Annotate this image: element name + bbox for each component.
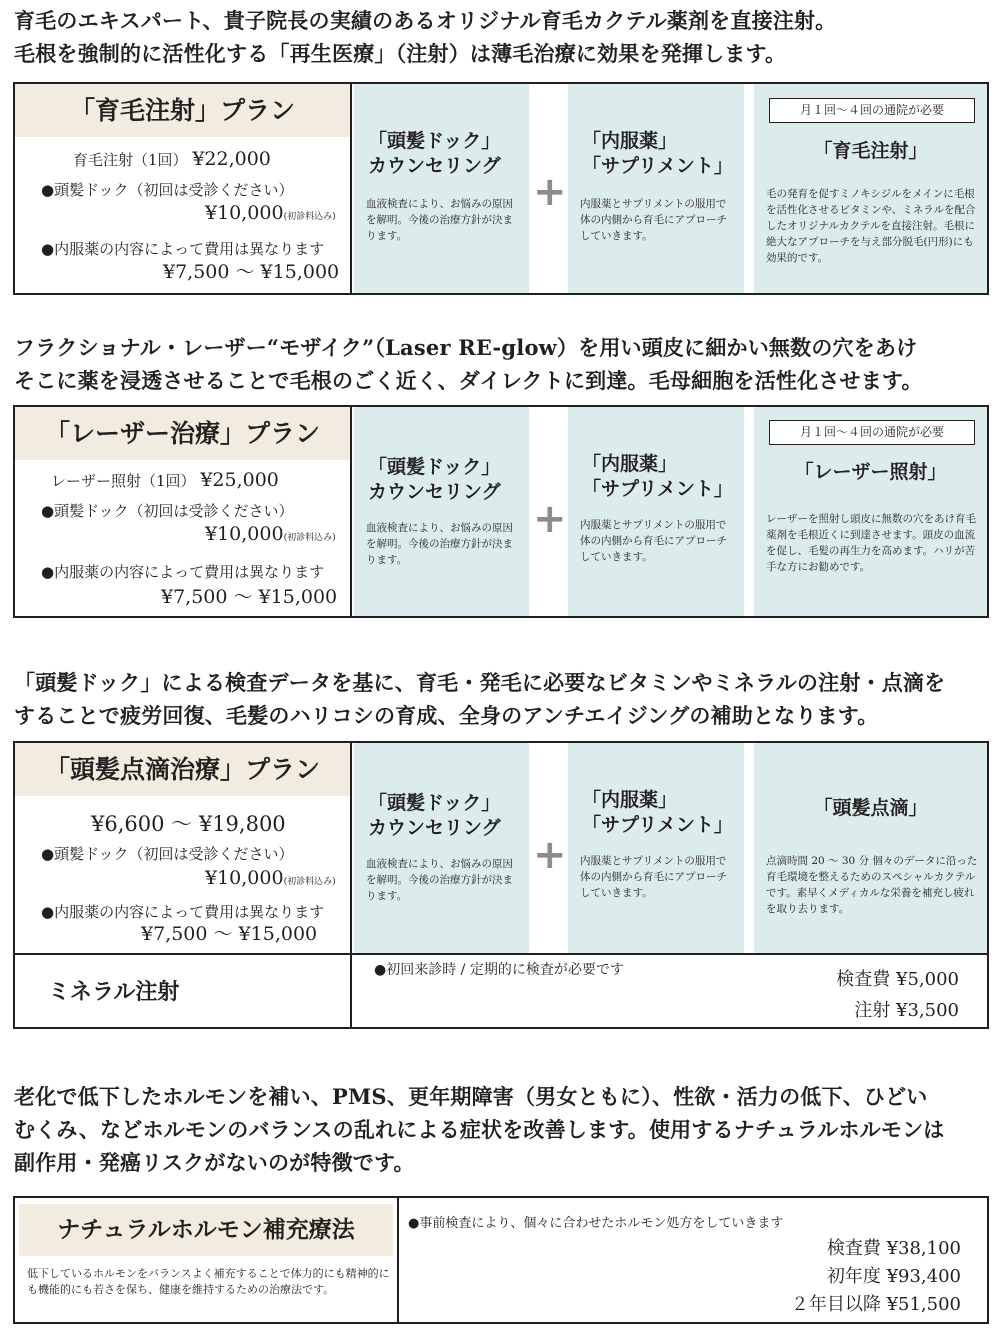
plan-hormone xyxy=(13,1196,989,1324)
panel-desc: 内服薬とサプリメントの服用で体の内側から育毛にアプローチしていきます。 xyxy=(580,198,727,242)
hormone-title-cell xyxy=(15,1198,399,1322)
main-price-value: ¥22,000 xyxy=(192,148,271,170)
plan-steps xyxy=(354,743,987,953)
panel-title: 「頭髪ドック」 xyxy=(368,456,501,478)
med-price-line xyxy=(161,587,337,608)
panel-title: カウンセリング xyxy=(368,481,501,503)
main-price-value: ¥6,600 〜 ¥19,800 xyxy=(91,812,286,836)
panel-desc: 内服薬とサプリメントの服用で体の内側から育毛にアプローチしていきます。 xyxy=(580,519,727,563)
panel-desc: 毛の発育を促すミノキシジルをメインに毛根を活性化させるビタミンや、ミネラルを配合したオリジナルカクテルを直接注射。毛根に絶大なアプローチを与え部分脱毛(円形)にも効果的です。 xyxy=(766,188,976,264)
dock-price-line xyxy=(205,868,336,892)
panel-treatment xyxy=(754,743,987,953)
plan-price-column xyxy=(15,743,352,953)
panel-dock-counseling xyxy=(354,743,529,953)
panel-treatment xyxy=(754,84,987,293)
intro-drip xyxy=(14,666,989,732)
intro-laser xyxy=(14,331,989,397)
main-price-line xyxy=(73,146,271,173)
dock-label: ●頭髪ドック（初回は受診ください） xyxy=(41,181,294,199)
intro-line: 老化で低下したホルモンを補い、PMS、更年期障害（男女ともに）、性欲・活力の低下、ひどい xyxy=(14,1084,928,1109)
med-price-line xyxy=(163,262,339,283)
dock-price: ¥10,000 xyxy=(205,523,284,545)
panel-title: カウンセリング xyxy=(368,817,501,839)
intro-line: そこに薬を浸透させることで毛根のごく近く、ダイレクトに到達。毛母細胞を活性化させます。 xyxy=(14,368,923,393)
med-price: ¥7,500 〜 ¥15,000 xyxy=(161,586,338,608)
panel-title: 「レーザー照射」 xyxy=(794,461,947,483)
intro-hair-injection xyxy=(14,4,989,70)
panel-title: 「サプリメント」 xyxy=(582,155,733,177)
hormone-later-year-fee: ２年目以降 ¥51,500 xyxy=(790,1294,961,1315)
med-price: ¥7,500 〜 ¥15,000 xyxy=(163,261,340,283)
med-label: ●内服薬の内容によって費用は異なります xyxy=(41,903,325,921)
med-label: ●内服薬の内容によって費用は異なります xyxy=(41,240,325,258)
plus-icon: + xyxy=(533,169,567,215)
panel-dock-counseling xyxy=(354,407,529,616)
intro-line: 毛根を強制的に活性化する「再生医療」（注射）は薄毛治療に効果を発揮します。 xyxy=(14,41,787,66)
plan-title: 「頭髪点滴治療」プラン xyxy=(15,743,350,796)
dock-label: ●頭髪ドック（初回は受診ください） xyxy=(41,502,294,520)
panel-title: カウンセリング xyxy=(368,155,501,177)
mineral-title: ミネラル注射 xyxy=(48,979,180,1005)
frequency-badge: 月１回〜４回の通院が必要 xyxy=(769,420,975,445)
plan-steps xyxy=(354,407,987,616)
panel-medication xyxy=(568,84,744,293)
dock-price-line xyxy=(205,524,336,548)
plus-icon: + xyxy=(533,832,567,878)
intro-line: 「頭髪ドック」による検査データを基に、育毛・発毛に必要なビタミンやミネラルの注射・点滴を xyxy=(14,670,946,695)
med-price: ¥7,500 〜 ¥15,000 xyxy=(141,923,318,945)
mineral-test-fee: 検査費 ¥5,000 xyxy=(836,969,959,990)
panel-title: 「頭髪点滴」 xyxy=(813,797,928,819)
med-price-line xyxy=(141,924,317,945)
dock-price-note: (初診料込み) xyxy=(283,533,336,543)
dock-price: ¥10,000 xyxy=(205,202,284,224)
plan-title: 「レーザー治療」プラン xyxy=(15,407,350,460)
panel-medication xyxy=(568,743,744,953)
panel-title: 「育毛注射」 xyxy=(813,140,928,162)
mineral-note: ●初回来診時 / 定期的に検査が必要です xyxy=(374,962,624,978)
hormone-test-fee: 検査費 ¥38,100 xyxy=(826,1238,961,1259)
plan-drip xyxy=(13,741,989,955)
panel-title: 「内服薬」 xyxy=(582,789,678,811)
panel-desc: 血液検査により、お悩みの原因を解明。今後の治療方針が決まります。 xyxy=(366,522,513,566)
panel-title: 「内服薬」 xyxy=(582,453,678,475)
dock-price-line xyxy=(205,203,336,227)
intro-line: 育毛のエキスパート、貴子院長の実績のあるオリジナル育毛カクテル薬剤を直接注射。 xyxy=(14,8,837,33)
dock-price-note: (初診料込み) xyxy=(283,212,336,222)
med-label: ●内服薬の内容によって費用は異なります xyxy=(41,563,325,581)
intro-line: 副作用・発癌リスクがないのが特徴です。 xyxy=(14,1150,415,1175)
panel-title: 「内服薬」 xyxy=(582,130,678,152)
panel-medication xyxy=(568,407,744,616)
panel-desc: レーザーを照射し頭皮に無数の穴をあけ育毛薬剤を毛根近くに到達させます。頭皮の血流を促し、毛髪の再生力を高めます。ハリが苦手な方にお勧めです。 xyxy=(766,513,976,573)
frequency-badge: 月１回〜４回の通院が必要 xyxy=(769,98,975,123)
mineral-title-cell xyxy=(15,953,352,1027)
plan-title: 「育毛注射」プラン xyxy=(15,84,350,137)
dock-price: ¥10,000 xyxy=(205,867,284,889)
panel-desc: 血液検査により、お悩みの原因を解明。今後の治療方針が決まります。 xyxy=(366,198,513,242)
mineral-injection-row xyxy=(13,953,989,1029)
panel-title: 「サプリメント」 xyxy=(582,478,733,500)
mineral-injection-fee: 注射 ¥3,500 xyxy=(854,1000,959,1021)
plan-hair-injection xyxy=(13,82,989,295)
plan-price-column xyxy=(15,407,352,616)
plan-laser xyxy=(13,405,989,618)
plan-steps xyxy=(354,84,987,293)
main-price-label: 育毛注射（1回） xyxy=(73,151,188,169)
intro-line: することで疲労回復、毛髪のハリコシの育成、全身のアンチエイジングの補助となります。 xyxy=(14,703,879,728)
panel-title: 「頭髪ドック」 xyxy=(368,130,501,152)
panel-dock-counseling xyxy=(354,84,529,293)
panel-title: 「サプリメント」 xyxy=(582,814,733,836)
plan-price-column xyxy=(15,84,352,293)
plus-icon: + xyxy=(533,496,567,542)
hormone-note: ●事前検査により、個々に合わせたホルモン処方をしていきます xyxy=(408,1216,784,1231)
panel-treatment xyxy=(754,407,987,616)
panel-desc: 血液検査により、お悩みの原因を解明。今後の治療方針が決まります。 xyxy=(366,858,513,902)
panel-desc: 点滴時間 20 〜 30 分 個々のデータに沿った育毛環境を整えるためのスペシャルカクテルです。素早くメディカルな栄養を補充し疲れを取り去ります。 xyxy=(766,855,978,915)
hormone-title: ナチュラルホルモン補充療法 xyxy=(19,1204,393,1256)
hormone-desc: 低下しているホルモンをバランスよく補充することで体力的にも精神的にも機能的にも若さを保ち、健康を維持するための治療法です。 xyxy=(27,1267,390,1296)
main-price-value: ¥25,000 xyxy=(200,469,279,491)
intro-line: フラクショナル・レーザー“モザイク”（Laser RE-glow）を用い頭皮に細かい無数の穴をあけ xyxy=(14,335,918,360)
main-price-label: レーザー照射（1回） xyxy=(51,472,196,490)
panel-desc: 内服薬とサプリメントの服用で体の内側から育毛にアプローチしていきます。 xyxy=(580,855,727,899)
main-price-line xyxy=(51,467,279,494)
intro-line: むくみ、などホルモンのバランスの乱れによる症状を改善します。使用するナチュラルホルモンは xyxy=(14,1117,945,1142)
panel-title: 「頭髪ドック」 xyxy=(368,792,501,814)
intro-hormone xyxy=(14,1080,989,1179)
dock-label: ●頭髪ドック（初回は受診ください） xyxy=(41,845,294,863)
dock-price-note: (初診料込み) xyxy=(283,877,336,887)
hormone-first-year-fee: 初年度 ¥93,400 xyxy=(826,1266,961,1287)
